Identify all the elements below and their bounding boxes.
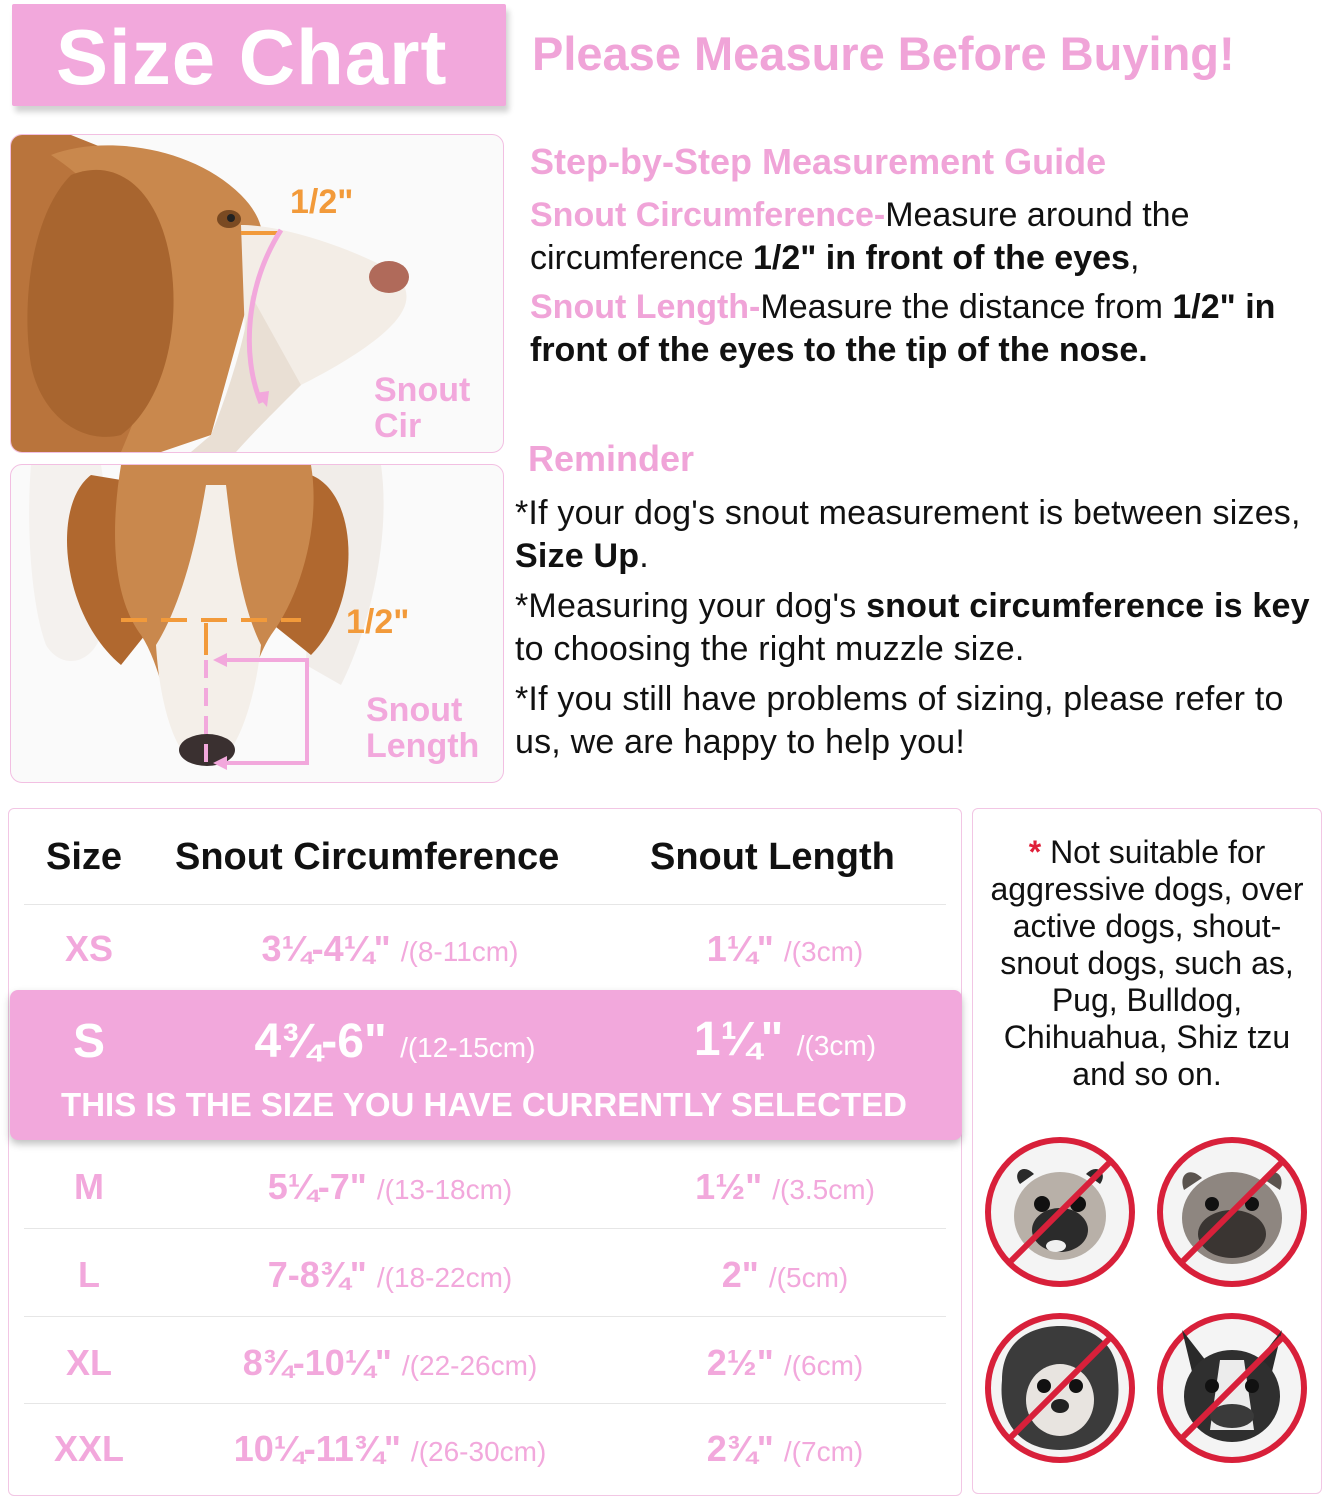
guide-circumference-key: Snout Circumference- [530, 196, 886, 234]
row-s-len-in: 1¼" [693, 1013, 784, 1066]
guide-heading: Step-by-Step Measurement Guide [530, 141, 1107, 182]
row-s-circumference [215, 1014, 575, 1069]
row-xxl-len-cm: /(7cm) [783, 1436, 864, 1467]
snout-cir-label-line1: Snout [374, 371, 471, 409]
selected-size-note: THIS IS THE SIZE YOU HAVE CURRENTLY SELECTED [61, 1086, 907, 1123]
guide-length [530, 286, 1310, 372]
row-m-length [635, 1166, 935, 1208]
row-xl-circ-cm: /(22-26cm) [401, 1350, 538, 1381]
page-title: Size Chart [56, 13, 448, 101]
row-m-len-in: 1½" [695, 1166, 763, 1207]
reminder-size-up [515, 492, 1323, 578]
snout-cir-label [374, 372, 470, 444]
header-length: Snout Length [650, 836, 895, 878]
warning-star: * [1028, 834, 1042, 870]
row-m-circumference [225, 1166, 555, 1208]
row-xxl-circ-cm: /(26-30cm) [410, 1436, 547, 1467]
guide-length-text: Measure the distance from [760, 288, 1173, 326]
row-l-circ-cm: /(18-22cm) [376, 1262, 513, 1293]
header-circumference: Snout Circumference [175, 836, 560, 878]
pug-prohibited-icon [982, 1134, 1138, 1290]
half-inch-label-top: 1/2" [290, 183, 354, 221]
row-xs-len-cm: /(3cm) [783, 936, 864, 967]
row-xs-circ-in: 3¼-4¼" [261, 928, 391, 969]
row-xs-size: XS [64, 928, 114, 969]
row-l-circumference [225, 1254, 555, 1296]
shih-tzu-prohibited-icon [982, 1310, 1138, 1466]
page-subtitle: Please Measure Before Buying! [532, 27, 1235, 80]
row-xxl-len-in: 2¾" [706, 1428, 774, 1469]
row-l-len-cm: /(5cm) [768, 1262, 849, 1293]
guide-length-bold: 1/2" in front of the eyes to the tip of the nose. [530, 288, 1276, 369]
reminder-key-text: *Measuring your dog's [515, 587, 867, 625]
row-xs-length [635, 928, 935, 970]
row-m-size: M [74, 1166, 104, 1207]
guide-circumference-bold: 1/2" in front of the eyes [752, 239, 1130, 277]
half-inch-label-bottom: 1/2" [346, 603, 410, 641]
row-xl-circ-in: 8¾-10¼" [242, 1342, 392, 1383]
snout-length-label-line1: Snout [366, 691, 463, 729]
guide-circumference-end: , [1129, 239, 1140, 277]
reminder-size-up-bold: Size Up [515, 537, 640, 575]
size-table [8, 808, 962, 1496]
row-xl-length [635, 1342, 935, 1384]
header-size: Size [46, 836, 123, 878]
row-xs-circumference [225, 928, 555, 970]
reminder-key-bold: snout circumference is key [866, 587, 1310, 625]
row-s-circ-cm: /(12-15cm) [400, 1032, 536, 1063]
row-xs-circ-cm: /(8-11cm) [400, 936, 519, 967]
warning-body: Not suitable for aggressive dogs, over active dogs, shout-snout dogs, such as, Pug, Bulldog, Chihuahua, Shiz tzu and so on. [990, 834, 1304, 1092]
row-xl-circumference [225, 1342, 555, 1384]
french-bulldog-prohibited-icon [1154, 1310, 1310, 1466]
table-divider [24, 1228, 946, 1229]
reminder-size-up-end: . [639, 537, 649, 575]
snout-cir-label-line2: Cir [374, 407, 422, 445]
guide-length-key: Snout Length- [530, 288, 761, 326]
table-divider [24, 1316, 946, 1317]
reminder-key-end: to choosing the right muzzle size. [515, 630, 1025, 668]
row-s-len-cm: /(3cm) [796, 1030, 877, 1061]
reminder-contact: *If you still have problems of sizing, please refer to us, we are happy to help you! [515, 680, 1284, 761]
table-divider [24, 904, 946, 905]
table-divider [24, 1403, 946, 1404]
snout-length-label [366, 692, 479, 764]
guide-circumference-text: Measure around the circumference [530, 196, 1190, 277]
reminder-size-up-text: *If your dog's snout measurement is between sizes, [515, 494, 1301, 532]
row-s-circ-in: 4¾-6" [254, 1015, 387, 1068]
warning-text [980, 834, 1314, 1093]
row-xs-len-in: 1¼" [706, 928, 774, 969]
row-xl-len-cm: /(6cm) [783, 1350, 864, 1381]
row-s-length [635, 1012, 935, 1067]
row-m-circ-in: 5¼-7" [267, 1166, 367, 1207]
snout-length-label-line2: Length [366, 727, 480, 765]
bulldog-prohibited-icon [1154, 1134, 1310, 1290]
row-xxl-circ-in: 10¼-11¾" [233, 1428, 401, 1469]
row-s-size: S [72, 1015, 105, 1068]
row-l-size: L [78, 1254, 100, 1295]
reminder-heading: Reminder [528, 438, 695, 479]
row-m-len-cm: /(3.5cm) [772, 1174, 875, 1205]
row-l-len-in: 2" [721, 1254, 759, 1295]
row-xl-size: XL [65, 1342, 112, 1383]
reminder-key-measure [515, 585, 1323, 671]
row-l-length [635, 1254, 935, 1296]
guide-circumference [530, 194, 1310, 280]
row-xl-len-in: 2½" [706, 1342, 774, 1383]
row-xxl-circumference [225, 1428, 555, 1470]
row-m-circ-cm: /(13-18cm) [376, 1174, 513, 1205]
row-xxl-length [635, 1428, 935, 1470]
row-l-circ-in: 7-8¾" [267, 1254, 367, 1295]
row-xxl-size: XXL [53, 1428, 124, 1469]
